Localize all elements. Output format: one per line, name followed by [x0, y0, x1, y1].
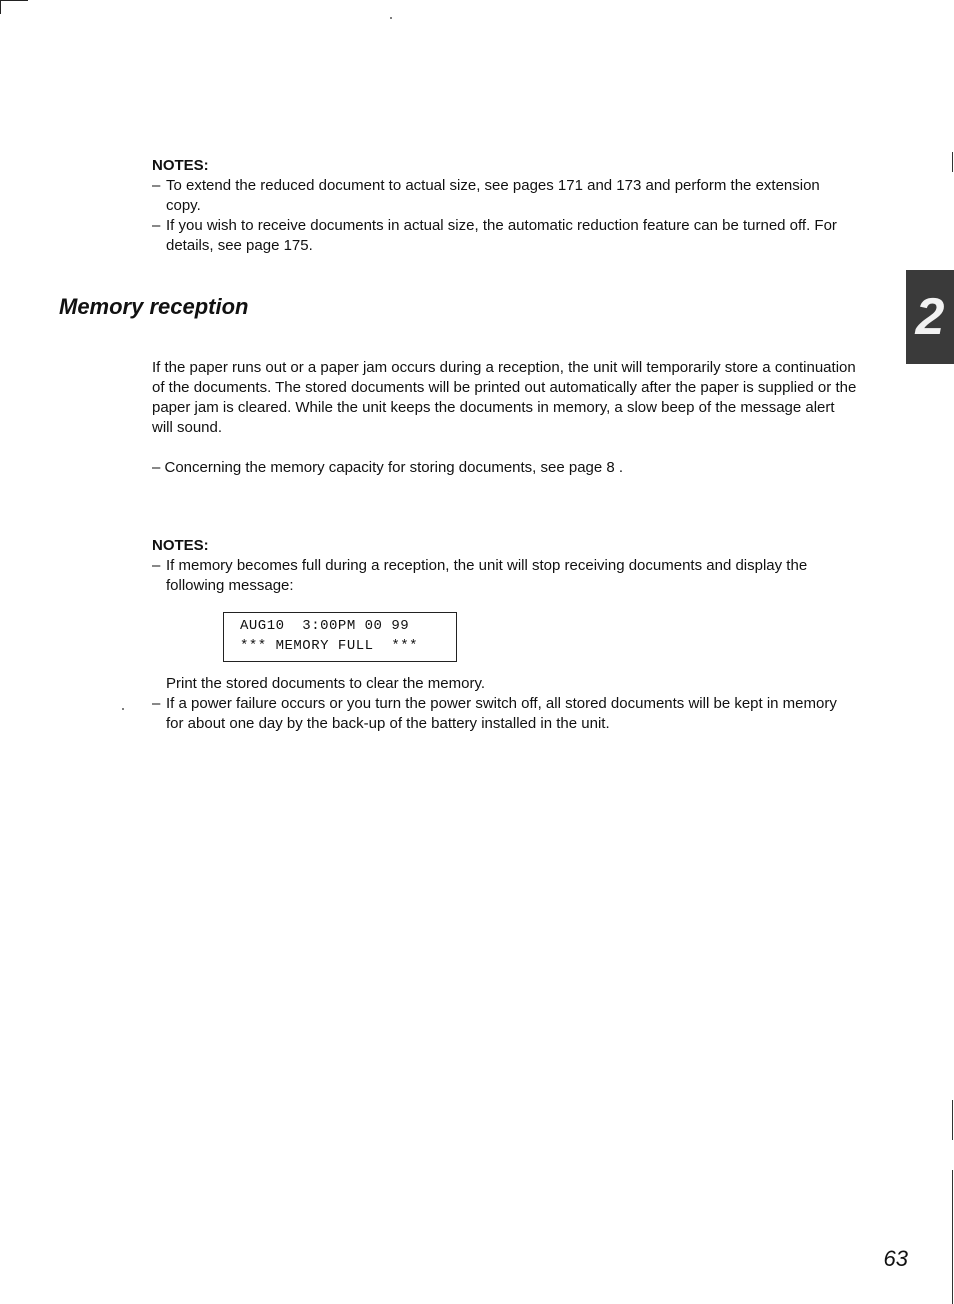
note-item — [152, 556, 858, 596]
note-item — [152, 694, 858, 734]
lcd-display — [223, 612, 457, 662]
note-dash: – — [152, 557, 161, 574]
note-item — [152, 216, 852, 256]
margin-rule — [952, 152, 953, 172]
crop-mark-vertical — [0, 0, 1, 14]
notes-title: NOTES: — [152, 157, 209, 174]
note-item — [152, 176, 852, 216]
note-dash: – — [152, 217, 161, 234]
lcd-line-2: *** MEMORY FULL *** — [240, 638, 419, 654]
note-text: If memory becomes full during a reception, the unit will stop receiving documents and display the following message: — [166, 557, 808, 594]
note-dash: – — [152, 177, 161, 194]
note-text: If you wish to receive documents in actual size, the automatic reduction feature can be turned off. For details, see page 175. — [166, 217, 837, 254]
margin-rule — [952, 1170, 953, 1304]
chapter-number: 2 — [915, 288, 945, 346]
scan-speck — [390, 17, 392, 19]
margin-rule — [952, 1100, 953, 1140]
page-number: 63 — [883, 1246, 908, 1271]
after-display-text: Print the stored documents to clear the memory. — [166, 675, 486, 692]
body-paragraph: If the paper runs out or a paper jam occurs during a reception, the unit will temporarily store a continuation of the documents. The stored documents will be printed out automatically after the paper is supplied or the paper jam is cleared. While the unit keeps the documents in memory, a slow beep of the message alert will sound. — [152, 359, 857, 436]
crop-mark-horizontal — [0, 0, 28, 1]
note-text: If a power failure occurs or you turn the power switch off, all stored documents will be kept in memory for about one day by the back-up of the battery installed in the unit. — [166, 695, 837, 732]
capacity-note: – Concerning the memory capacity for storing documents, see page 8 . — [152, 459, 624, 476]
section-heading: Memory reception — [59, 294, 249, 319]
note-text: To extend the reduced document to actual size, see pages 171 and 173 and perform the extension copy. — [166, 177, 820, 214]
lcd-line-1: AUG10 3:00PM 00 99 — [240, 618, 410, 634]
scan-speck — [122, 708, 124, 710]
note-dash: – — [152, 695, 161, 712]
notes-title: NOTES: — [152, 537, 209, 554]
chapter-tab — [906, 270, 954, 364]
